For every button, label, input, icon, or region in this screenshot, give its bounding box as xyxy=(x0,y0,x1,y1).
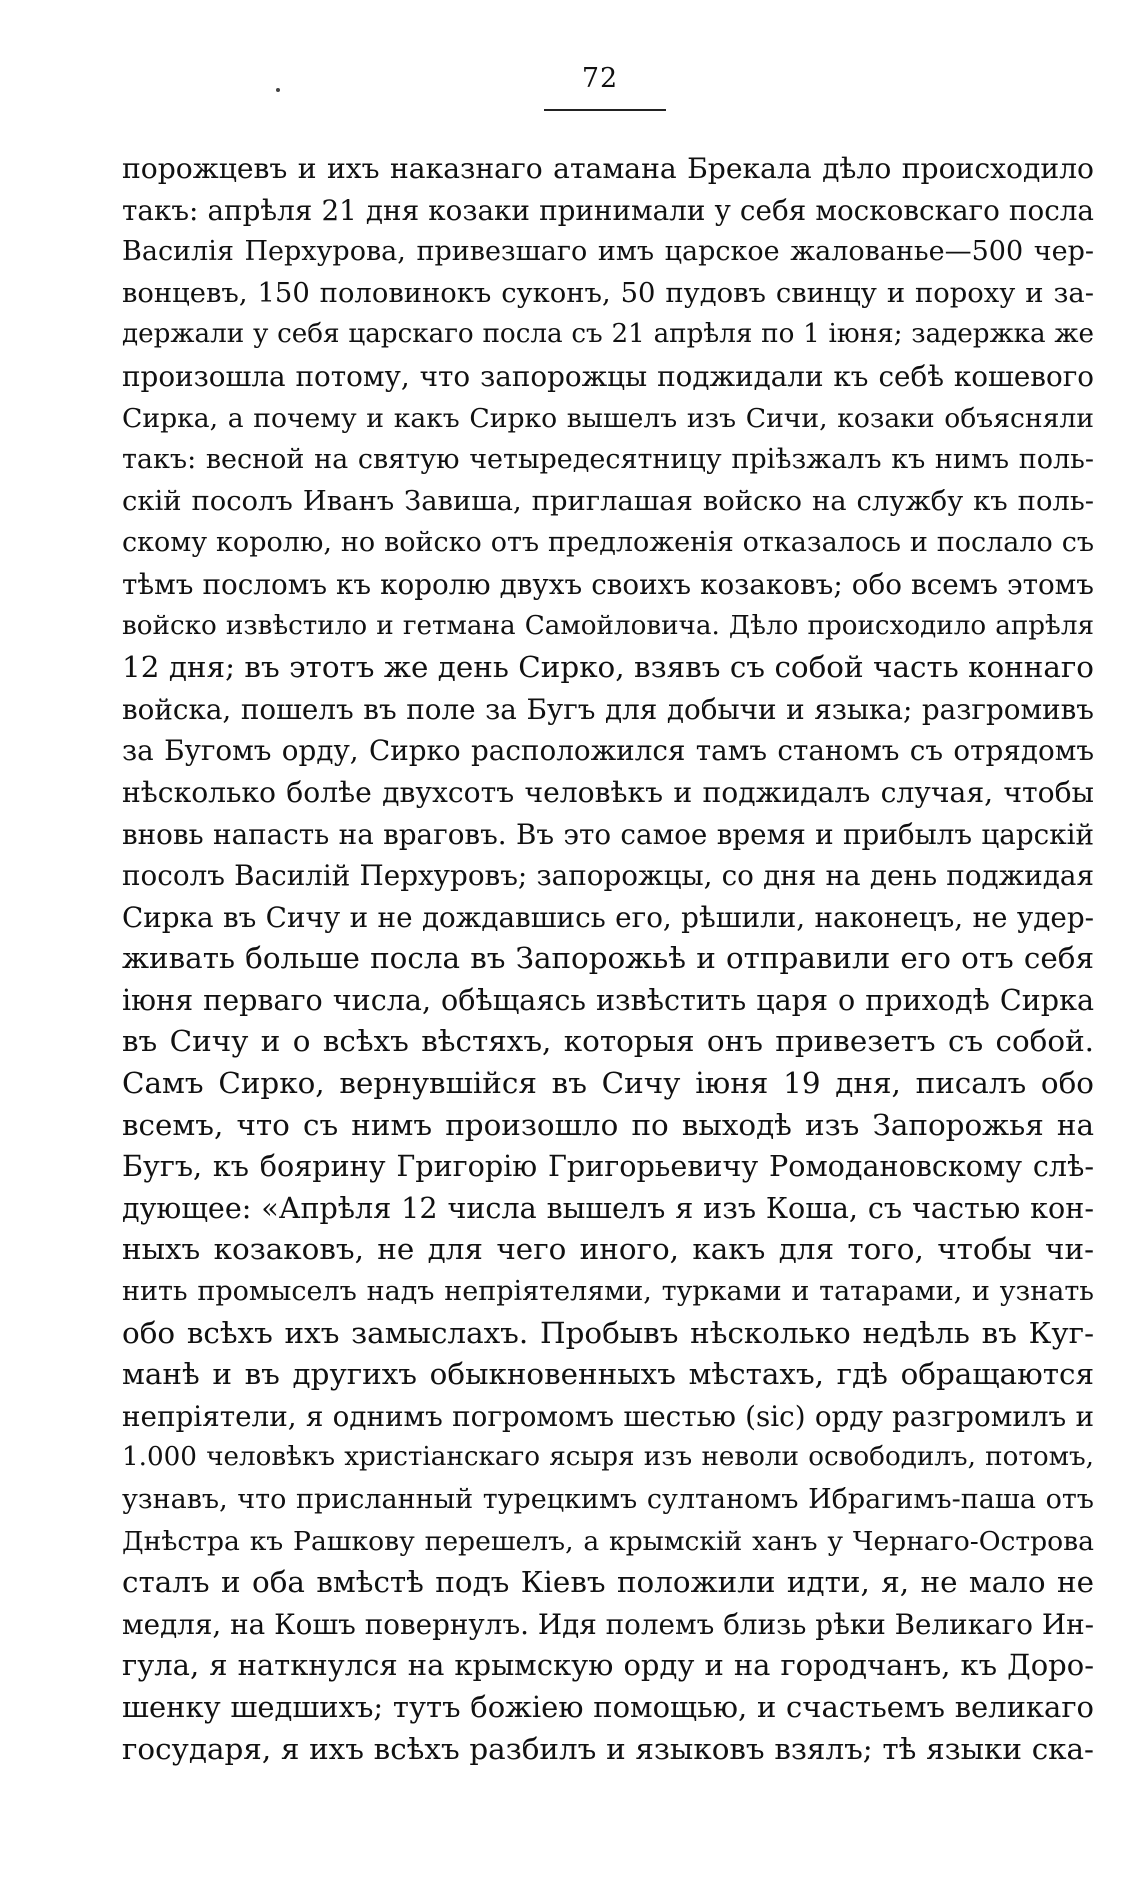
text-line: скому королю, но войско отъ предложенія отказалось и послало съ xyxy=(122,527,1094,559)
text-line: ныхъ козаковъ, не для чего иного, какъ для того, чтобы чи- xyxy=(122,1232,1094,1267)
text-line: посолъ Василій Перхуровъ; запорожцы, со дня на день поджидая xyxy=(122,859,1094,893)
text-line: вонцевъ, 150 половинокъ суконъ, 50 пудовъ свинцу и пороху и за- xyxy=(122,277,1094,309)
text-line: въ Сичу и о всѣхъ вѣстяхъ, которыя онъ привезетъ съ собой. xyxy=(122,1024,1094,1059)
text-line: 1.000 человѣкъ христіанскаго ясыря изъ неволи освободилъ, потомъ, xyxy=(122,1442,1094,1473)
text-line: такъ: апрѣля 21 дня козаки принимали у себя московскаго посла xyxy=(122,193,1094,227)
text-line: за Бугомъ орду, Сирко расположился тамъ станомъ съ отрядомъ xyxy=(122,734,1094,768)
text-line: 12 дня; въ этотъ же день Сирко, взявъ съ собой часть коннаго xyxy=(122,650,1094,685)
text-line: войско извѣстило и гетмана Самойловича. Дѣло происходило апрѣля xyxy=(122,610,1094,641)
text-line: войска, пошелъ въ поле за Бугъ для добычи и языка; разгромивъ xyxy=(122,692,1094,726)
text-line: нить промыселъ надъ непріятелями, турками и татарами, и узнать xyxy=(122,1276,1094,1308)
page-number-rule xyxy=(544,109,666,111)
text-line: тѣмъ посломъ къ королю двухъ своихъ козаковъ; обо всемъ этомъ xyxy=(122,567,1094,601)
text-line: произошла потому, что запорожцы поджидали къ себѣ кошевого xyxy=(122,359,1094,393)
text-line: Сирка въ Сичу и не дождавшись его, рѣшили, наконецъ, не удер- xyxy=(122,900,1094,934)
text-line: гула, я наткнулся на крымскую орду и на городчанъ, къ Доро- xyxy=(122,1648,1094,1683)
text-line: манѣ и въ другихъ обыкновенныхъ мѣстахъ, гдѣ обращаются xyxy=(122,1357,1094,1392)
body-text xyxy=(122,148,1094,1770)
page-number: 72 xyxy=(581,63,619,94)
text-line: государя, я ихъ всѣхъ разбилъ и языковъ взялъ; тѣ языки ска- xyxy=(122,1731,1094,1766)
text-line: держали у себя царскаго посла съ 21 апрѣля по 1 іюня; задержка же xyxy=(122,319,1094,350)
text-line: обо всѣхъ ихъ замыслахъ. Пробывъ нѣсколько недѣль въ Куг- xyxy=(122,1315,1094,1350)
text-line: сталъ и оба вмѣстѣ подъ Кіевъ положили идти, я, не мало не xyxy=(122,1565,1094,1600)
text-line: живать больше посла въ Запорожьѣ и отправили его отъ себя xyxy=(122,941,1094,976)
text-line: такъ: весной на святую четыредесятницу пріѣзжалъ къ нимъ поль- xyxy=(122,444,1094,476)
text-line: Самъ Сирко, вернувшійся въ Сичу іюня 19 дня, писалъ обо xyxy=(122,1066,1094,1101)
text-line: скій посолъ Иванъ Завиша, приглашая войско на службу къ поль- xyxy=(122,485,1094,517)
text-line: дующее: «Апрѣля 12 числа вышелъ я изъ Коша, съ частью кон- xyxy=(122,1190,1094,1225)
text-line: Днѣстра къ Рашкову перешелъ, а крымскій ханъ у Чернаго-Острова xyxy=(122,1525,1094,1557)
text-line: узнавъ, что присланный турецкимъ султаномъ Ибрагимъ-паша отъ xyxy=(122,1484,1094,1515)
text-line: іюня перваго числа, обѣщаясь извѣстить царя о приходѣ Сирка xyxy=(122,982,1094,1017)
text-line: медля, на Кошъ повернулъ. Идя полемъ близь рѣки Великаго Ин- xyxy=(122,1607,1094,1641)
text-line: Сирка, а почему и какъ Сирко вышелъ изъ Сичи, козаки объясняли xyxy=(122,402,1094,434)
stray-ink-dot xyxy=(276,88,280,92)
text-line: Бугъ, къ боярину Григорію Григорьевичу Ромодановскому слѣ- xyxy=(122,1149,1094,1184)
text-line: непріятели, я однимъ погромомъ шестью (sic) орду разгромилъ и xyxy=(122,1399,1094,1433)
text-line: нѣсколько болѣе двухсотъ человѣкъ и поджидалъ случая, чтобы xyxy=(122,775,1094,809)
text-line: Василія Перхурова, привезшаго имъ царское жалованье—500 чер- xyxy=(122,236,1094,268)
text-line: порожцевъ и ихъ наказнаго атамана Брекала дѣло происходило xyxy=(122,152,1094,185)
text-line: всемъ, что съ нимъ произошло по выходѣ изъ Запорожья на xyxy=(122,1107,1094,1142)
text-line: вновь напасть на враговъ. Въ это самое время и прибылъ царскій xyxy=(122,817,1094,851)
text-line: шенку шедшихъ; тутъ божіею помощью, и счастьемъ великаго xyxy=(122,1689,1094,1724)
